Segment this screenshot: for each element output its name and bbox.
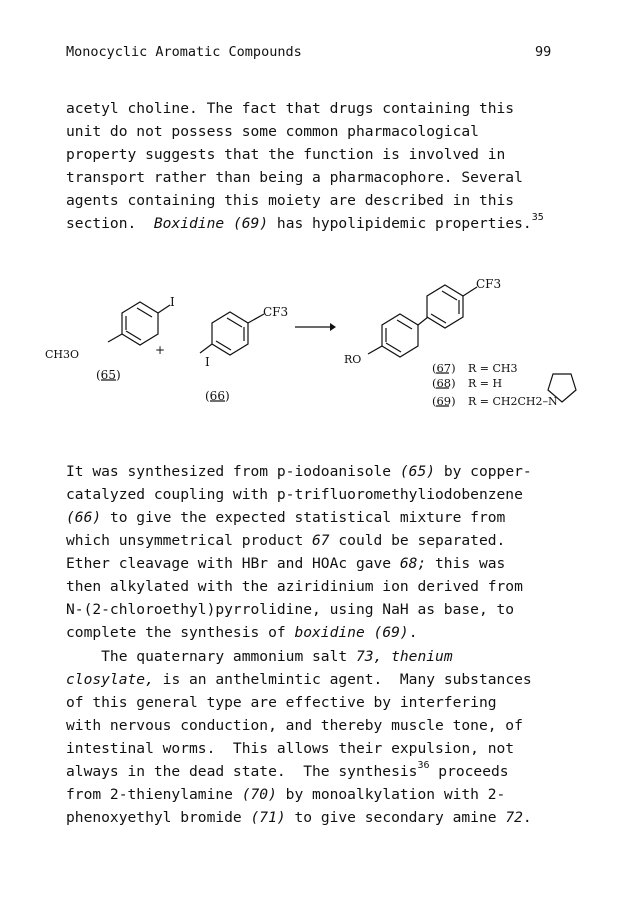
citation-ref: 36 xyxy=(417,760,430,771)
text-line: section. Boxidine (69) has hypolipidemic properties.$^{35}$ xyxy=(66,212,544,232)
compound-label-65: (65) xyxy=(96,368,121,382)
compound-label-67: (67) xyxy=(432,361,456,375)
compound-ref: (69) xyxy=(232,215,269,232)
text-line: intestinal worms. This allows their expulsion, not xyxy=(66,740,515,757)
c66-substituent: CF3 xyxy=(263,305,289,319)
text-line: of this general type are effective by interfering xyxy=(66,694,497,711)
running-header-title: Monocyclic Aromatic Compounds xyxy=(66,44,302,60)
text-line: phenoxyethyl bromide (71) to give secondary amine 72. xyxy=(66,809,532,826)
biphenyl xyxy=(368,285,477,357)
compound-label-69: (69) xyxy=(432,394,456,408)
ring-66 xyxy=(200,312,264,355)
c65-substituent: I xyxy=(170,295,175,309)
text-line: complete the synthesis of boxidine (69). xyxy=(66,624,418,641)
product-substituent: RO xyxy=(344,353,362,366)
arrow-head xyxy=(330,323,336,331)
reaction-scheme xyxy=(30,262,590,452)
citation-ref: 35 xyxy=(531,212,544,223)
compound-name: Boxidine xyxy=(153,215,225,232)
page-number: 99 xyxy=(535,44,552,60)
plus-sign: + xyxy=(155,343,166,357)
paragraph-2 xyxy=(66,460,566,644)
text-line: with nervous conduction, and thereby muscle tone, of xyxy=(66,717,523,734)
ring-65 xyxy=(108,302,170,345)
text-line: catalyzed coupling with p-trifluoromethyliodobenzene xyxy=(66,486,523,503)
text-line: agents containing this moiety are described in this xyxy=(66,192,515,209)
text-line: from 2-thienylamine (70) by monoalkylation with 2- xyxy=(66,786,506,803)
text-line: The quaternary ammonium salt 73, thenium xyxy=(66,648,453,665)
text-line: always in the dead state. The synthesis$^{36}$ proceeds xyxy=(66,760,509,780)
paragraph-3 xyxy=(66,645,566,829)
r-group-67: R = CH3 xyxy=(468,362,518,375)
c65-substituent: CH3O xyxy=(45,348,80,361)
r-group-68: R = H xyxy=(468,377,503,390)
text-line: which unsymmetrical product 67 could be separated. xyxy=(66,532,506,549)
text-line: It was synthesized from p-iodoanisole (65) by copper- xyxy=(66,463,532,480)
r-group-69: R = CH2CH2–N xyxy=(468,395,558,408)
text-line: closylate, is an anthelmintic agent. Many substances xyxy=(66,671,532,688)
text-line: property suggests that the function is involved in xyxy=(66,146,506,163)
compound-label-66: (66) xyxy=(205,389,230,403)
paragraph-1 xyxy=(66,97,566,235)
text-line: unit do not possess some common pharmacological xyxy=(66,123,479,140)
text-line: acetyl choline. The fact that drugs containing this xyxy=(66,100,515,117)
product-substituent: CF3 xyxy=(476,277,502,291)
c66-substituent: I xyxy=(205,355,210,369)
text-line: Ether cleavage with HBr and HOAc gave 68; this was xyxy=(66,555,506,572)
text-line: transport rather than being a pharmacophore. Several xyxy=(66,169,523,186)
text-line: (66) to give the expected statistical mixture from xyxy=(66,509,506,526)
text-line: then alkylated with the aziridinium ion derived from xyxy=(66,578,523,595)
text-line: N-(2-chloroethyl)pyrrolidine, using NaH as base, to xyxy=(66,601,515,618)
compound-label-68: (68) xyxy=(432,376,456,390)
